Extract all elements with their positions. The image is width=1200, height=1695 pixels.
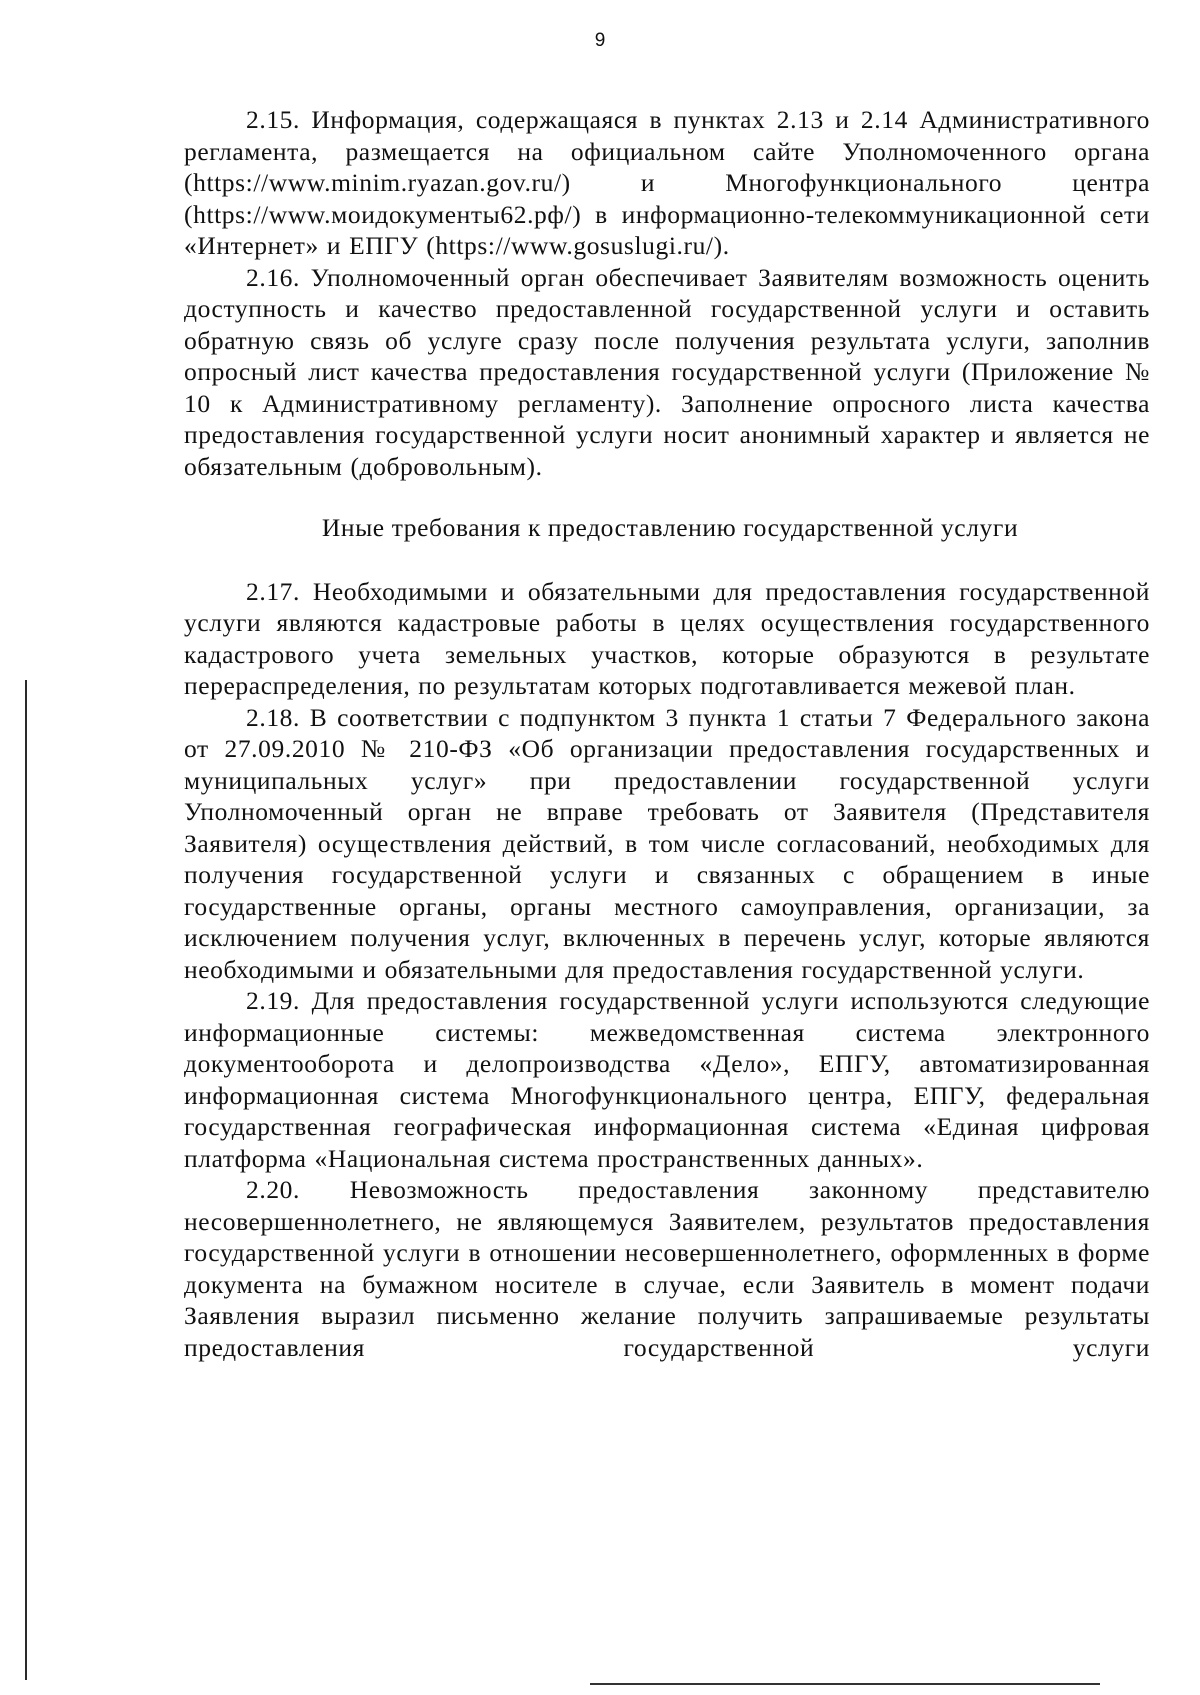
section-heading: Иные требования к предоставлению государственной услуги — [321, 513, 1019, 542]
document-body — [184, 104, 1150, 1363]
spacer — [184, 482, 1150, 512]
scan-bottom-line — [590, 1683, 1100, 1685]
paragraph-2-15: 2.15. Информация, содержащаяся в пунктах 2.13 и 2.14 Административного регламента, размещается на официальном сайте Уполномоченного органа (https://www.minim.ryazan.gov.ru/) и Многофункционального центра (https://www.моидокументы62.рф/) в информационно-телекоммуникационной сети «Интернет» и ЕПГУ (https://www.gosuslugi.ru/). — [184, 105, 1150, 260]
paragraph-2-17: 2.17. Необходимыми и обязательными для предоставления государственной услуги являются кадастровые работы в целях осуществления государственного кадастрового учета земельных участков, которые образуются в результате перераспределения, по результатам которых подготавливается межевой план. — [184, 576, 1150, 700]
paragraph-2-16: 2.16. Уполномоченный орган обеспечивает Заявителям возможность оценить доступность и качество предоставленной государственной услуги и оставить обратную связь об услуге сразу после получения результата услуги, заполнив опросный лист качества предоставления государственной услуги (Приложение № 10 к Административному регламенту). Заполнение опросного листа качества предоставления государственной услуги носит анонимный характер и является не обязательным (добровольным). — [184, 262, 1150, 481]
spacer — [184, 544, 1150, 576]
scan-edge-line — [25, 680, 27, 1680]
page-number: 9 — [594, 30, 606, 51]
paragraph-2-19: 2.19. Для предоставления государственной услуги используются следующие информационные системы: межведомственная система электронного документооборота и делопроизводства «Дело», ЕПГУ, автоматизированная информационная система Многофункционального центра, ЕПГУ, федеральная государственная географическая информационная система «Единая цифровая платформа «Национальная система пространственных данных». — [184, 986, 1150, 1173]
paragraph-2-20: 2.20. Невозможность предоставления законному представителю несовершеннолетнего, не являющемуся Заявителем, результатов предоставления государственной услуги в отношении несовершеннолетнего, оформленных в форме документа на бумажном носителе в случае, если Заявитель в момент подачи Заявления выразил письменно желание получить запрашиваемые результаты предоставления государственной услуги — [184, 1175, 1150, 1362]
paragraph-2-18: 2.18. В соответствии с подпунктом 3 пункта 1 статьи 7 Федерального закона от 27.09.2010 № 210-ФЗ «Об организации предоставления государственных и муниципальных услуг» при предоставлении государственной услуги Уполномоченный орган не вправе требовать от Заявителя (Представителя Заявителя) осуществления действий, в том числе согласований, необходимых для получения государственной услуги и связанных с обращением в иные государственные органы, органы местного самоуправления, организации, за исключением получения услуг, включенных в перечень услуг, которые являются необходимыми и обязательными для предоставления государственной услуги. — [184, 702, 1150, 984]
